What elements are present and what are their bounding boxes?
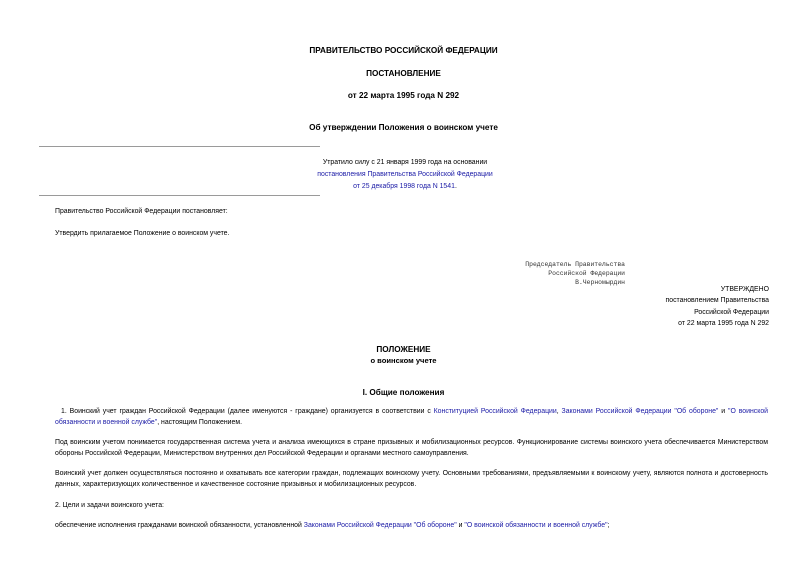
paragraph-1-sep: ,	[556, 408, 562, 415]
divider-top	[39, 146, 320, 147]
divider-bottom	[39, 195, 320, 196]
signature-name: В.Черномырдин	[575, 279, 625, 286]
signature-block	[525, 260, 625, 287]
signature-country: Российской Федерации	[548, 270, 625, 277]
paragraph-5-end: ;	[607, 522, 610, 529]
paragraph-1-end: , настоящим Положением.	[157, 419, 242, 427]
date-number-heading: от 22 марта 1995 года N 292	[347, 91, 460, 100]
paragraph-1-and: и	[718, 408, 729, 415]
paragraph-5-and: и	[456, 522, 465, 529]
link-law-service-2[interactable]: "О воинской обязанности и военной службе"	[464, 522, 608, 529]
status-note-link-date[interactable]: от 25 декабря 1998 года N 1541	[353, 183, 455, 190]
paragraph-5-text: обеспечение исполнения гражданами воинской обязанности, установленной	[55, 522, 304, 529]
doc-type-heading: ПОСТАНОВЛЕНИЕ	[366, 69, 441, 78]
decree-intro: Правительство Российской Федерации постановляет:	[55, 208, 228, 215]
status-note-line: Утратило силу с 21 января 1999 года на основании	[322, 159, 488, 166]
approval-date: от 22 марта 1995 года N 292	[678, 320, 769, 328]
document-title: Об утверждении Положения о воинском учете	[309, 123, 498, 132]
approval-label: УТВЕРЖДЕНО	[720, 286, 769, 293]
status-note-link-decree[interactable]: постановления Правительства Российской Федерации	[317, 171, 493, 178]
regulation-subtitle: о воинском учете	[370, 356, 437, 365]
paragraph-1-text: 1. Воинский учет граждан Российской Федерации (далее именуются - граждане) организуется в соответствии с	[61, 408, 434, 415]
link-law-defense[interactable]: Законами Российской Федерации "Об обороне"	[561, 408, 719, 415]
regulation-title: ПОЛОЖЕНИЕ	[376, 345, 431, 354]
approval-by: постановлением Правительства	[665, 297, 769, 305]
link-law-service[interactable]: "О воинской обязанности и военной службе"	[55, 408, 768, 427]
paragraph-2: Под воинским учетом понимается государственная система учета и анализа имеющихся в стране призывных и мобилизационных ресурсов. Функционирование системы воинского учета обеспечивается Министерством обороны Российской Федерации, Министерством внутренних дел Российской Федерации и органами местного самоуправления.	[55, 439, 768, 458]
paragraph-1	[55, 406, 768, 429]
government-heading: ПРАВИТЕЛЬСТВО РОССИЙСКОЙ ФЕДЕРАЦИИ	[309, 46, 498, 55]
link-constitution[interactable]: Конституцией Российской Федерации	[433, 408, 557, 415]
section-heading: I. Общие положения	[362, 388, 445, 397]
decree-approve: Утвердить прилагаемое Положение о воинском учете.	[55, 230, 230, 237]
paragraph-5	[55, 520, 768, 531]
approval-country: Российской Федерации	[694, 308, 769, 316]
link-law-defense-2[interactable]: Законами Российской Федерации "Об обороне"	[303, 522, 457, 529]
status-note	[290, 157, 520, 193]
paragraph-3: Воинский учет должен осуществляться постоянно и охватывать все категории граждан, подлежащих воинскому учету. Основными требованиями, предъявляемыми к воинскому учету, являются полнота и достоверность данных, характеризующих количественное и качественное состояние призывных и мобилизационных ресурсов.	[55, 470, 768, 489]
status-note-period: .	[454, 183, 457, 190]
paragraph-4: 2. Цели и задачи воинского учета:	[55, 502, 164, 509]
signature-title: Председатель Правительства	[525, 261, 625, 268]
approval-block	[666, 284, 770, 330]
